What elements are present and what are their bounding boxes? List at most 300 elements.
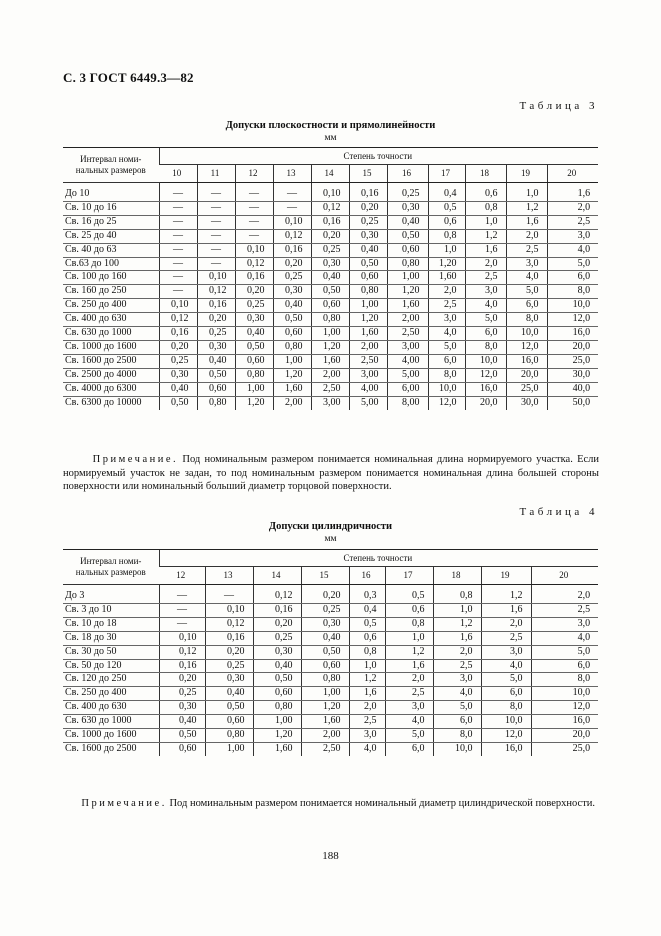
tolerance-value-cell: 4,0 — [433, 687, 481, 701]
tolerance-value-cell: 0,80 — [205, 729, 253, 743]
table-row — [63, 229, 598, 243]
grade-column-header: 19 — [506, 165, 547, 183]
tolerance-value-cell: 4,00 — [349, 382, 387, 396]
table-row — [63, 271, 598, 285]
tolerance-value-cell: 1,00 — [301, 687, 349, 701]
tolerance-value-cell: 0,50 — [159, 396, 197, 409]
grade-column-header: 17 — [385, 567, 433, 585]
note-label: Примечание. — [81, 798, 167, 809]
tolerance-value-cell: 1,20 — [311, 340, 349, 354]
tolerance-value-cell: 3,0 — [349, 729, 385, 743]
tolerance-value-cell: 0,25 — [159, 354, 197, 368]
tolerance-value-cell: 0,10 — [205, 603, 253, 617]
grade-column-header: 12 — [235, 165, 273, 183]
tolerance-value-cell: 0,20 — [235, 285, 273, 299]
grade-column-header: 16 — [387, 165, 428, 183]
tolerance-value-cell: 0,20 — [159, 340, 197, 354]
tolerance-value-cell: 0,40 — [387, 215, 428, 229]
tolerance-value-cell: 1,00 — [205, 742, 253, 755]
tolerance-value-cell: 3,00 — [387, 340, 428, 354]
tolerance-value-cell: 0,40 — [311, 271, 349, 285]
grade-column-header: 13 — [273, 165, 311, 183]
note-text: Под номинальным размером понимается номинальная длина нормируемого участка. Если нормируемый участок не задан, то под номинальным размером понимается номинальная длина большей стороны поверхности или номинальный больший диаметр торцовой поверхности. — [63, 454, 599, 492]
tolerance-value-cell: 2,5 — [428, 299, 465, 313]
tolerance-value-cell: 0,40 — [205, 687, 253, 701]
grade-column-header: 14 — [253, 567, 301, 585]
tolerance-value-cell: 1,2 — [385, 645, 433, 659]
grade-column-header: 14 — [311, 165, 349, 183]
size-range-cell: Св. 2500 до 4000 — [63, 368, 159, 382]
tolerance-value-cell: 8,0 — [531, 673, 598, 687]
size-range-cell: Св. 3 до 10 — [63, 603, 159, 617]
table-row — [63, 701, 598, 715]
table4-note — [63, 797, 599, 811]
tolerance-value-cell: 0,50 — [159, 729, 205, 743]
tolerance-value-cell: 0,80 — [311, 313, 349, 327]
tolerance-value-cell: — — [197, 229, 235, 243]
tolerance-value-cell: 0,5 — [428, 201, 465, 215]
table-row — [63, 257, 598, 271]
tolerance-value-cell: 0,40 — [349, 243, 387, 257]
tolerance-value-cell: — — [159, 603, 205, 617]
tolerance-value-cell: 12,0 — [428, 396, 465, 409]
table4-title: Допуски цилиндричности — [268, 521, 393, 532]
tolerance-value-cell: 0,25 — [235, 299, 273, 313]
tolerance-value-cell: 3,0 — [428, 313, 465, 327]
tolerance-value-cell: 0,40 — [301, 631, 349, 645]
tolerance-value-cell: 0,25 — [273, 271, 311, 285]
size-range-cell: Св. 30 до 50 — [63, 645, 159, 659]
size-range-cell: Св.63 до 100 — [63, 257, 159, 271]
tolerance-value-cell: 0,30 — [273, 285, 311, 299]
tolerance-value-cell: 0,30 — [235, 313, 273, 327]
tolerance-value-cell: 10,0 — [506, 327, 547, 341]
tolerance-value-cell: 0,50 — [235, 340, 273, 354]
tolerance-value-cell: — — [159, 617, 205, 631]
tolerance-value-cell: 0,30 — [159, 368, 197, 382]
tolerance-value-cell: 0,20 — [197, 313, 235, 327]
tolerance-value-cell: 5,0 — [506, 285, 547, 299]
tolerance-value-cell: 1,00 — [273, 354, 311, 368]
table-row — [63, 715, 598, 729]
tolerance-value-cell: 10,0 — [428, 382, 465, 396]
tolerance-value-cell: 2,00 — [301, 729, 349, 743]
tolerance-value-cell: 0,60 — [253, 687, 301, 701]
tolerance-value-cell: — — [159, 585, 205, 604]
table4-label: Таблица 4 — [519, 506, 598, 518]
table-row — [63, 299, 598, 313]
tolerance-value-cell: 0,30 — [253, 645, 301, 659]
table3-label: Таблица 3 — [519, 100, 598, 112]
tolerance-value-cell: 0,60 — [387, 243, 428, 257]
tolerance-value-cell: 12,0 — [531, 701, 598, 715]
table-row — [63, 673, 598, 687]
tolerance-value-cell: 20,0 — [547, 340, 598, 354]
note-text: Под номинальным размером понимается номинальный диаметр цилиндрической поверхности. — [166, 798, 596, 809]
tolerance-value-cell: 0,40 — [235, 327, 273, 341]
tolerance-value-cell: 5,0 — [385, 729, 433, 743]
interval-column-header — [63, 550, 159, 585]
size-range-cell: Св. 1000 до 1600 — [63, 340, 159, 354]
size-range-cell: Св. 6300 до 10000 — [65, 396, 142, 408]
tolerance-value-cell: 20,0 — [506, 368, 547, 382]
grade-column-header: 16 — [349, 567, 385, 585]
tolerance-value-cell: — — [197, 243, 235, 257]
size-range-cell: Св. 18 до 30 — [63, 631, 159, 645]
tolerance-value-cell: — — [159, 183, 197, 202]
tolerance-value-cell: 0,16 — [197, 299, 235, 313]
tolerance-value-cell: 0,60 — [273, 327, 311, 341]
tolerance-value-cell: 0,16 — [159, 659, 205, 673]
tolerance-value-cell: — — [273, 201, 311, 215]
tolerance-value-cell: 16,0 — [481, 742, 531, 755]
size-range-cell: Св. 250 до 400 — [63, 299, 159, 313]
size-range-cell: Св. 1600 до 2500 — [63, 354, 159, 368]
table-row — [63, 368, 598, 382]
tolerance-value-cell: 2,0 — [531, 585, 598, 604]
tolerance-value-cell: 0,16 — [159, 327, 197, 341]
tolerance-value-cell: 30,0 — [506, 396, 547, 409]
grade-column-header: 11 — [197, 165, 235, 183]
table-row — [63, 354, 598, 368]
tolerance-value-cell: 6,0 — [428, 354, 465, 368]
size-range-cell: Св. 16 до 25 — [63, 215, 159, 229]
tolerance-value-cell: — — [205, 585, 253, 604]
tolerance-value-cell: 2,0 — [428, 285, 465, 299]
tolerance-value-cell: 1,6 — [506, 215, 547, 229]
tolerance-value-cell: 0,50 — [197, 368, 235, 382]
tolerance-value-cell: — — [159, 257, 197, 271]
tolerance-value-cell: 0,12 — [235, 257, 273, 271]
tolerance-value-cell: 6,0 — [547, 271, 598, 285]
tolerance-value-cell: 2,0 — [506, 229, 547, 243]
size-range-cell: Св. 50 до 120 — [63, 659, 159, 673]
tolerance-value-cell: 6,0 — [531, 659, 598, 673]
tolerance-value-cell: 0,16 — [311, 215, 349, 229]
tolerance-value-cell: — — [197, 201, 235, 215]
grade-column-header: 20 — [531, 567, 598, 585]
tolerance-value-cell: 1,00 — [387, 271, 428, 285]
tolerance-value-cell: 20,0 — [465, 396, 506, 409]
tolerance-value-cell: 6,0 — [465, 327, 506, 341]
tolerance-value-cell: 0,80 — [301, 673, 349, 687]
tolerance-value-cell: 2,0 — [385, 673, 433, 687]
tolerance-value-cell: — — [197, 257, 235, 271]
tolerance-value-cell: 2,50 — [311, 382, 349, 396]
tolerance-value-cell: 10,0 — [481, 715, 531, 729]
tolerance-value-cell: 2,50 — [387, 327, 428, 341]
table-row — [63, 243, 598, 257]
tolerance-value-cell: 2,5 — [531, 603, 598, 617]
interval-column-header — [63, 148, 159, 183]
tolerance-value-cell: 50,0 — [547, 396, 598, 409]
tolerance-value-cell: — — [197, 215, 235, 229]
tolerance-value-cell: 0,80 — [253, 701, 301, 715]
tolerance-value-cell: — — [159, 243, 197, 257]
table-row — [63, 603, 598, 617]
grade-column-header: 18 — [465, 165, 506, 183]
tolerance-value-cell: 0,80 — [387, 257, 428, 271]
tolerance-value-cell: 20,0 — [531, 729, 598, 743]
tolerance-value-cell: 1,60 — [311, 354, 349, 368]
tolerance-value-cell: 0,6 — [349, 631, 385, 645]
table-row — [63, 631, 598, 645]
tolerance-value-cell: 0,80 — [235, 368, 273, 382]
tolerance-value-cell: 1,20 — [301, 701, 349, 715]
tolerance-value-cell: — — [159, 229, 197, 243]
table-row — [63, 382, 598, 396]
size-range-cell: Св. 10 до 16 — [63, 201, 159, 215]
tolerance-value-cell: 0,60 — [235, 354, 273, 368]
tolerance-value-cell: 1,60 — [253, 742, 301, 755]
tolerance-value-cell: 0,20 — [311, 229, 349, 243]
tolerance-value-cell: 16,0 — [531, 715, 598, 729]
tolerance-value-cell: 2,5 — [433, 659, 481, 673]
grade-column-header: 12 — [159, 567, 205, 585]
tolerance-value-cell: 0,50 — [387, 229, 428, 243]
tolerance-value-cell: — — [273, 183, 311, 202]
tolerance-value-cell: 3,0 — [547, 229, 598, 243]
tolerance-value-cell: 3,0 — [531, 617, 598, 631]
tolerance-value-cell: 0,80 — [197, 396, 235, 409]
tolerance-value-cell: 1,0 — [433, 603, 481, 617]
tolerance-value-cell: 0,12 — [205, 617, 253, 631]
tolerance-value-cell: 5,0 — [531, 645, 598, 659]
tolerance-value-cell: 1,20 — [235, 396, 273, 409]
tolerance-value-cell: 2,50 — [301, 742, 349, 755]
tolerance-value-cell: — — [235, 229, 273, 243]
table-row — [63, 313, 598, 327]
tolerance-value-cell: 2,0 — [547, 201, 598, 215]
tolerance-value-cell: 2,5 — [385, 687, 433, 701]
grade-column-header: 13 — [205, 567, 253, 585]
tolerance-value-cell: 6,0 — [385, 742, 433, 755]
tolerance-value-cell: 1,2 — [349, 673, 385, 687]
table-row — [63, 215, 598, 229]
tolerance-value-cell: 2,50 — [349, 354, 387, 368]
tolerance-value-cell: 0,60 — [159, 742, 205, 755]
size-range-cell: Св. 100 до 160 — [63, 271, 159, 285]
tolerance-value-cell: 0,3 — [349, 585, 385, 604]
tolerance-value-cell: 0,25 — [159, 687, 205, 701]
table3-note — [63, 453, 599, 494]
tolerance-value-cell: 0,25 — [205, 659, 253, 673]
tolerance-value-cell: 8,0 — [481, 701, 531, 715]
tolerance-value-cell: 0,20 — [253, 617, 301, 631]
tolerance-value-cell: 0,16 — [253, 603, 301, 617]
page-number: 188 — [322, 850, 339, 862]
table-row — [63, 327, 598, 341]
tolerance-value-cell: 40,0 — [547, 382, 598, 396]
tolerance-value-cell: 12,0 — [547, 313, 598, 327]
interval-header-text: Интервал номи- нальных размеров — [75, 556, 146, 577]
table-row — [63, 659, 598, 673]
table-row — [63, 396, 598, 409]
tolerance-value-cell: 0,25 — [387, 183, 428, 202]
tolerance-value-cell: 0,8 — [385, 617, 433, 631]
tolerance-value-cell: 10,0 — [531, 687, 598, 701]
size-range-cell: До 10 — [63, 183, 159, 202]
tolerance-value-cell: 1,6 — [547, 183, 598, 202]
tolerance-value-cell: 1,6 — [465, 243, 506, 257]
tolerance-value-cell: 0,12 — [159, 645, 205, 659]
tolerance-value-cell: 1,60 — [387, 299, 428, 313]
table-row — [63, 201, 598, 215]
tolerance-value-cell: 2,5 — [547, 215, 598, 229]
tolerance-value-cell: 0,20 — [159, 673, 205, 687]
size-range-cell: Св. 10 до 18 — [63, 617, 159, 631]
tolerance-value-cell: 0,60 — [205, 715, 253, 729]
tolerance-value-cell: 0,50 — [273, 313, 311, 327]
tolerance-value-cell: 5,0 — [433, 701, 481, 715]
tolerance-value-cell: 1,20 — [387, 285, 428, 299]
tolerance-value-cell: 0,30 — [349, 229, 387, 243]
tolerance-value-cell: 16,0 — [506, 354, 547, 368]
tolerance-value-cell: 0,30 — [311, 257, 349, 271]
table-row — [63, 340, 598, 354]
tolerance-value-cell: 4,0 — [349, 742, 385, 755]
tolerance-value-cell: 12,0 — [481, 729, 531, 743]
tolerance-value-cell: 0,30 — [387, 201, 428, 215]
tolerance-value-cell: 1,6 — [433, 631, 481, 645]
tolerance-value-cell: 1,6 — [481, 603, 531, 617]
tolerance-value-cell: 1,2 — [433, 617, 481, 631]
tolerance-value-cell: — — [159, 285, 197, 299]
table-row — [63, 645, 598, 659]
tolerance-value-cell: 4,00 — [387, 354, 428, 368]
size-range-cell: Св. 120 до 250 — [63, 673, 159, 687]
tolerance-value-cell: — — [235, 215, 273, 229]
tolerance-value-cell: — — [159, 215, 197, 229]
tolerance-value-cell: 0,25 — [349, 215, 387, 229]
table3-units: мм — [324, 133, 337, 143]
tolerance-value-cell: 3,0 — [465, 285, 506, 299]
tolerance-value-cell: 2,00 — [387, 313, 428, 327]
tolerance-value-cell: 1,20 — [428, 257, 465, 271]
tolerance-value-cell: — — [235, 201, 273, 215]
tolerance-value-cell: 0,10 — [159, 631, 205, 645]
tolerance-value-cell: 0,40 — [197, 354, 235, 368]
tolerance-value-cell: — — [197, 183, 235, 202]
tolerance-value-cell: 10,0 — [465, 354, 506, 368]
tolerance-value-cell: 0,12 — [197, 285, 235, 299]
tolerance-value-cell: 0,50 — [301, 645, 349, 659]
tolerance-value-cell: 8,0 — [433, 729, 481, 743]
tolerance-value-cell: 16,0 — [547, 327, 598, 341]
tolerance-value-cell: 1,6 — [349, 687, 385, 701]
tolerance-value-cell: 4,0 — [428, 327, 465, 341]
tolerance-value-cell: 0,50 — [205, 701, 253, 715]
size-range-cell: Св. 160 до 250 — [63, 285, 159, 299]
tolerance-value-cell: 0,10 — [159, 299, 197, 313]
tolerance-value-cell: 3,00 — [311, 396, 349, 409]
tolerance-value-cell: 1,20 — [349, 313, 387, 327]
tolerance-value-cell: 1,2 — [506, 201, 547, 215]
tolerance-value-cell: 6,0 — [481, 687, 531, 701]
tolerance-value-cell: 2,00 — [349, 340, 387, 354]
tolerance-value-cell: 5,00 — [387, 368, 428, 382]
grade-column-header: 15 — [349, 165, 387, 183]
tolerance-value-cell: 8,00 — [387, 396, 428, 409]
tolerance-value-cell: 12,0 — [465, 368, 506, 382]
tolerance-value-cell: 0,8 — [428, 229, 465, 243]
tolerance-value-cell: 1,20 — [273, 368, 311, 382]
tolerance-value-cell: — — [235, 183, 273, 202]
tolerance-value-cell: 0,8 — [465, 201, 506, 215]
tolerance-value-cell: 0,40 — [159, 382, 197, 396]
size-range-cell: Св. 40 до 63 — [63, 243, 159, 257]
tolerance-value-cell: 1,60 — [349, 327, 387, 341]
tolerance-value-cell: 0,12 — [253, 585, 301, 604]
grade-column-header: 18 — [433, 567, 481, 585]
tolerance-value-cell: 0,6 — [428, 215, 465, 229]
tolerance-value-cell: 0,12 — [273, 229, 311, 243]
tolerance-value-cell: 8,0 — [465, 340, 506, 354]
tolerance-value-cell: 0,10 — [311, 183, 349, 202]
tolerance-value-cell: 0,20 — [205, 645, 253, 659]
tolerance-value-cell: 1,0 — [506, 183, 547, 202]
tolerance-value-cell: 2,5 — [481, 631, 531, 645]
tolerance-value-cell: 0,50 — [349, 257, 387, 271]
tolerance-value-cell: 25,0 — [547, 354, 598, 368]
tolerance-value-cell: 0,30 — [159, 701, 205, 715]
tolerance-value-cell: 1,2 — [465, 229, 506, 243]
tolerance-value-cell: — — [159, 201, 197, 215]
tolerance-value-cell: 0,16 — [349, 183, 387, 202]
tolerance-value-cell: 10,0 — [547, 299, 598, 313]
tolerance-value-cell: 10,0 — [433, 742, 481, 755]
tolerance-value-cell: 8,0 — [428, 368, 465, 382]
tolerance-value-cell: 5,00 — [349, 396, 387, 409]
tolerance-value-cell: 1,0 — [349, 659, 385, 673]
tolerance-value-cell: 0,60 — [301, 659, 349, 673]
tolerance-value-cell: 2,0 — [465, 257, 506, 271]
tolerance-value-cell: 1,2 — [481, 585, 531, 604]
grade-header: Степень точности — [159, 148, 598, 165]
tolerance-value-cell: 6,00 — [387, 382, 428, 396]
tolerance-value-cell: 0,12 — [311, 201, 349, 215]
tolerance-value-cell: 4,0 — [465, 299, 506, 313]
tolerance-value-cell: 3,0 — [506, 257, 547, 271]
tolerance-value-cell: 0,20 — [301, 585, 349, 604]
table-row — [63, 183, 598, 202]
tolerance-value-cell: 2,0 — [349, 701, 385, 715]
size-range-cell: Св. 400 до 630 — [63, 313, 159, 327]
size-range-cell: Св. 630 до 1000 — [63, 327, 159, 341]
tolerance-value-cell: 1,60 — [273, 382, 311, 396]
tolerance-value-cell: 0,25 — [253, 631, 301, 645]
tolerance-value-cell: 1,20 — [253, 729, 301, 743]
tolerance-value-cell: 5,0 — [428, 340, 465, 354]
table-row — [63, 285, 598, 299]
tolerance-value-cell: 0,60 — [311, 299, 349, 313]
tolerance-value-cell: 0,10 — [235, 243, 273, 257]
table3-title: Допуски плоскостности и прямолинейности — [225, 120, 436, 131]
table-row — [63, 742, 598, 755]
table-row — [63, 585, 598, 604]
tolerance-value-cell: 1,00 — [349, 299, 387, 313]
grade-column-header: 15 — [301, 567, 349, 585]
tolerance-value-cell: 25,0 — [531, 742, 598, 755]
tolerance-value-cell: 0,40 — [159, 715, 205, 729]
grade-column-header: 17 — [428, 165, 465, 183]
table-row — [63, 687, 598, 701]
tolerance-value-cell: 3,00 — [349, 368, 387, 382]
tolerance-value-cell: 0,6 — [385, 603, 433, 617]
size-range-cell: Св. 250 до 400 — [63, 687, 159, 701]
tolerance-value-cell: 0,16 — [235, 271, 273, 285]
tolerance-value-cell: 0,5 — [385, 585, 433, 604]
